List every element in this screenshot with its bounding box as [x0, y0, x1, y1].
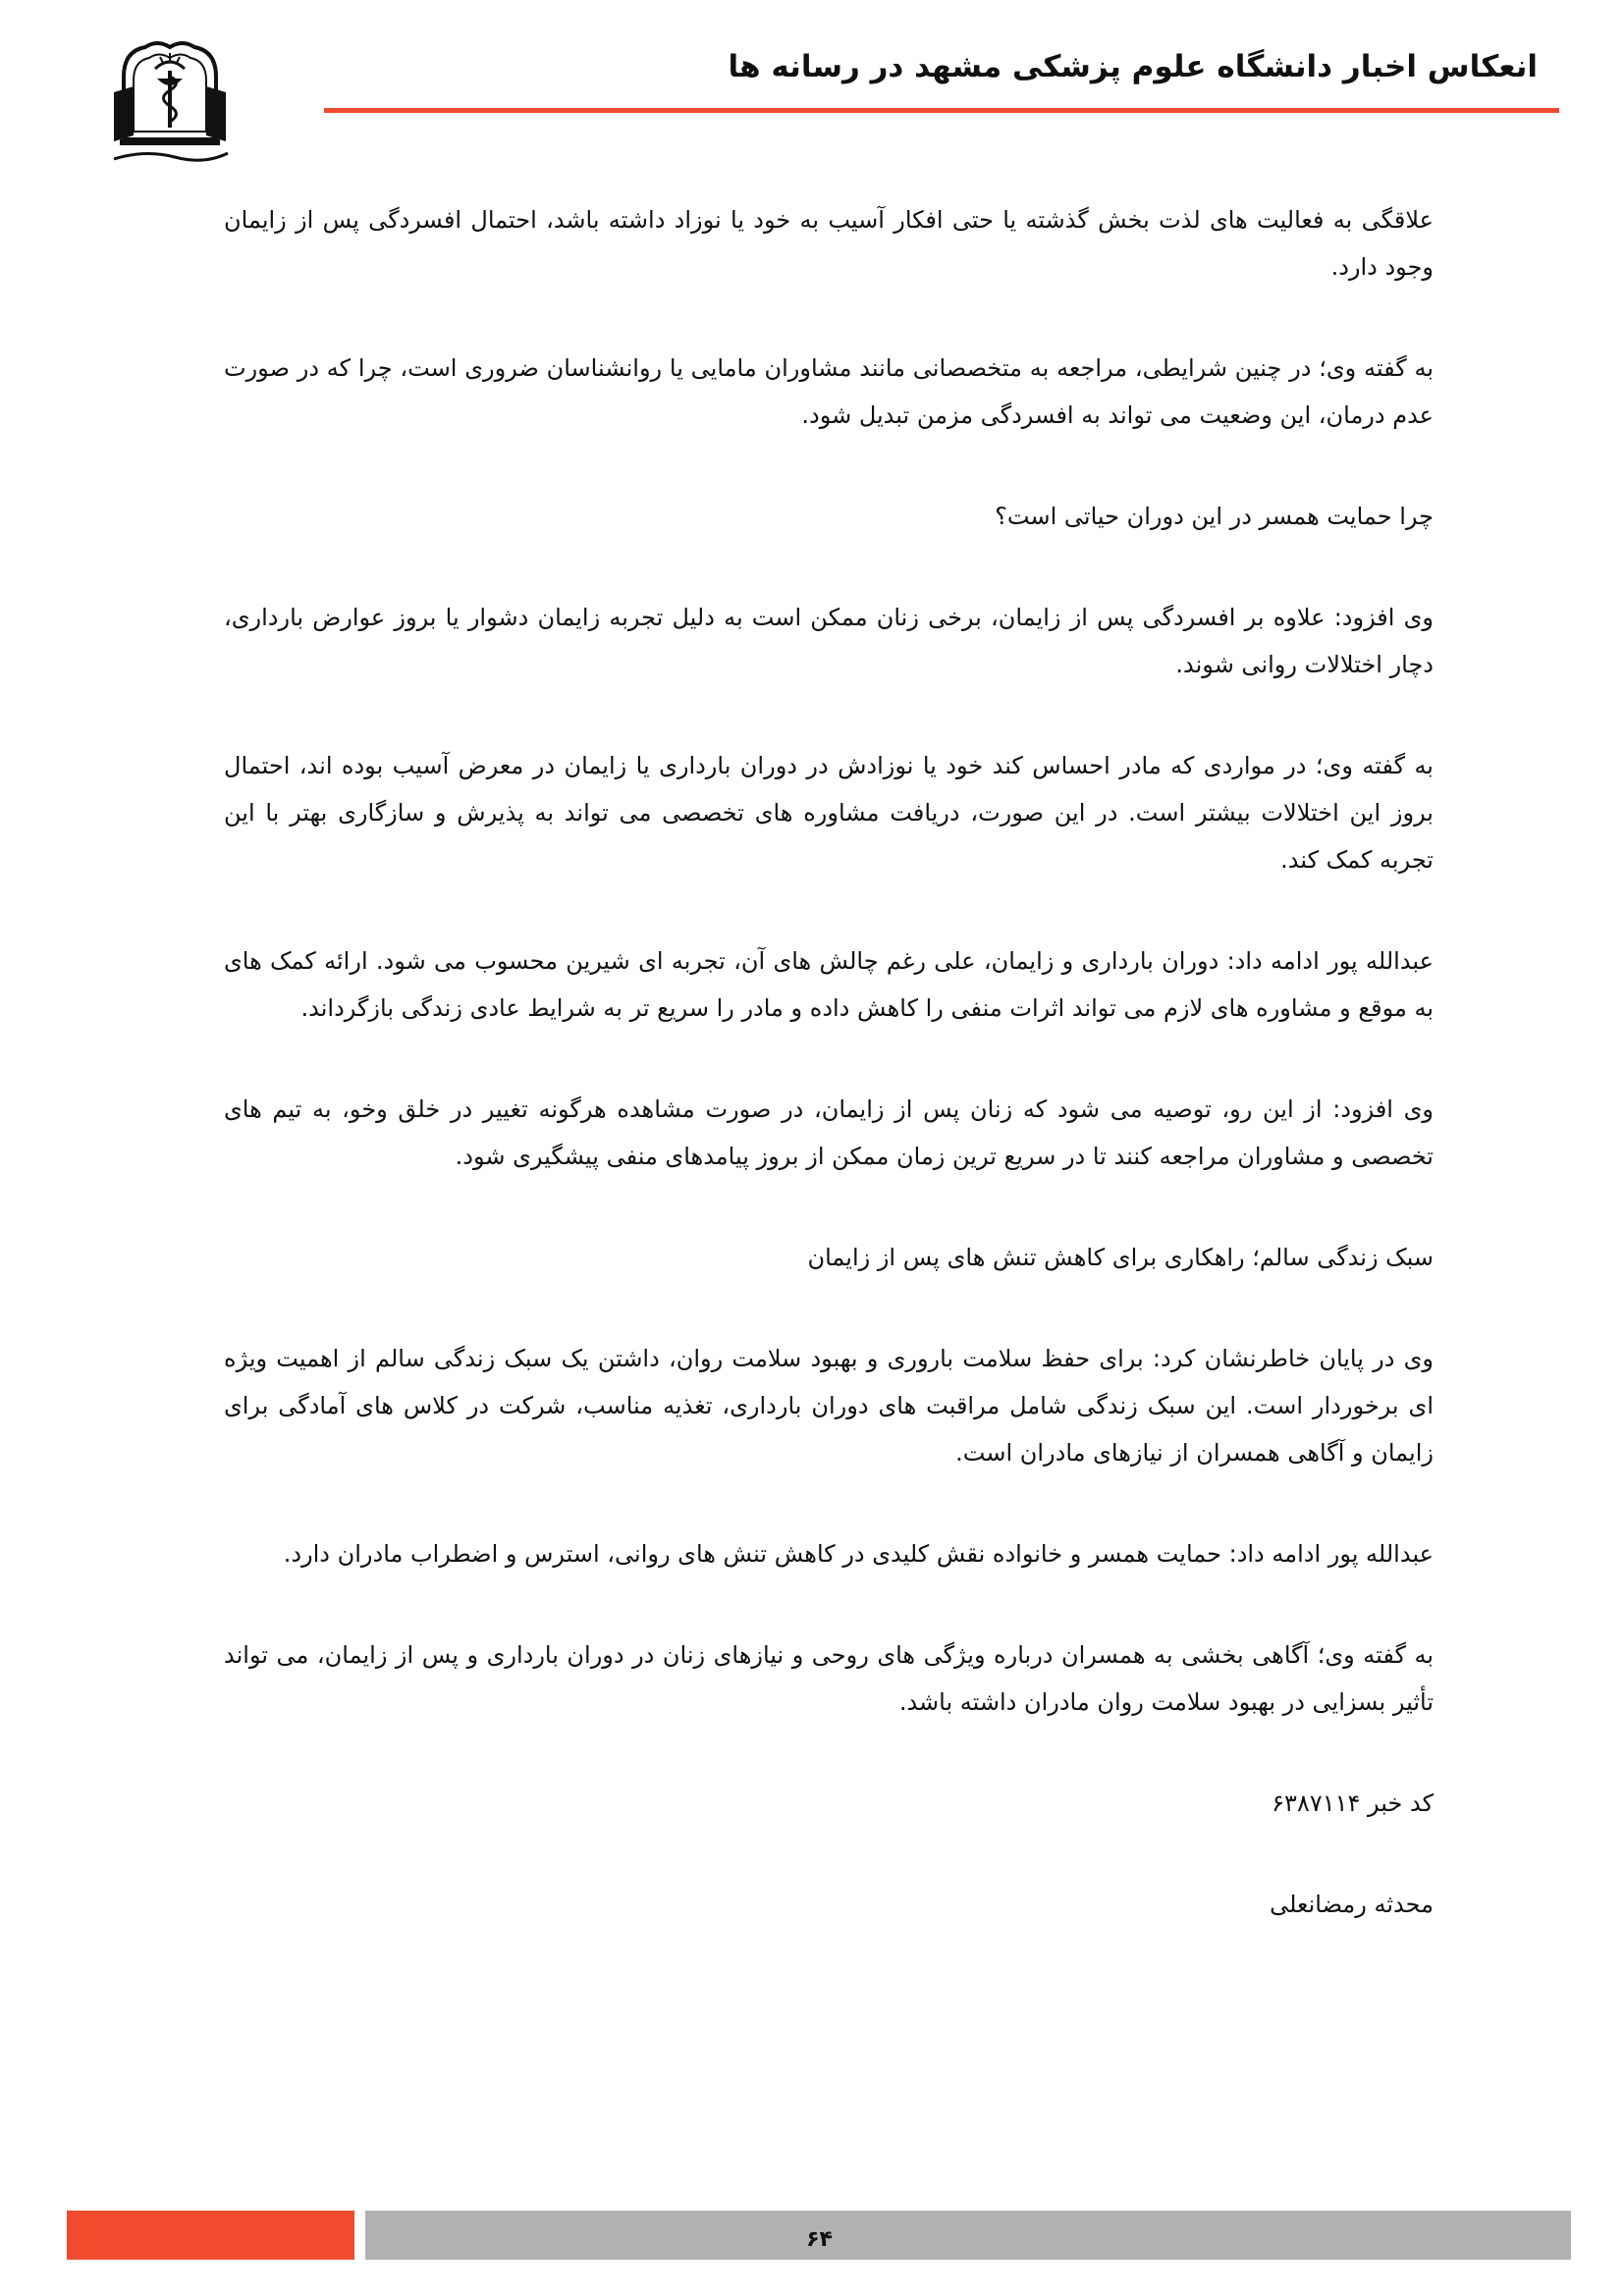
university-emblem-icon [106, 37, 234, 167]
author-name: محدثه رمضانعلی [1270, 1891, 1434, 1918]
section-heading: سبک زندگی سالم؛ راهکاری برای کاهش تنش های پس از زایمان [807, 1244, 1434, 1271]
article-paragraph: به گفته وی؛ آگاهی بخشی به همسران درباره ویژگی های روحی و نیازهای زنان در دوران بارداری و پس از زایمان، می تواند تأثیر بسزایی در بهبود سلامت روان مادران داشته باشد. [224, 1641, 1434, 1716]
article-paragraph: عبدالله پور ادامه داد: حمایت همسر و خانواده نقش کلیدی در کاهش تنش های روانی، استرس و اضطراب مادران دارد. [283, 1540, 1434, 1568]
news-code: کد خبر ۶۳۸۷۱۱۴ [1272, 1789, 1434, 1817]
section-heading: چرا حمایت همسر در این دوران حیاتی است؟ [995, 503, 1434, 530]
article-paragraph: به گفته وی؛ در چنین شرایطی، مراجعه به متخصصانی مانند مشاوران مامایی یا روانشناسان ضروری است، چرا که در صورت عدم درمان، این وضعیت می تواند به افسردگی مزمن تبدیل شود. [224, 354, 1434, 429]
header-divider [324, 108, 1559, 113]
page-number: ۶۴ [806, 2227, 833, 2252]
article-paragraph: وی افزود: علاوه بر افسردگی پس از زایمان، برخی زنان ممکن است به دلیل تجربه زایمان دشوار یا بروز عوارض بارداری، دچار اختلالات روانی شوند. [224, 604, 1434, 678]
page-title: انعکاس اخبار دانشگاه علوم پزشکی مشهد در رسانه ها [728, 49, 1538, 84]
article-paragraph: وی افزود: از این رو، توصیه می شود که زنان پس از زایمان، در صورت مشاهده هرگونه تغییر در خلق وخو، به تیم های تخصصی و مشاوران مراجعه کنند تا در سریع ترین زمان ممکن از بروز پیامدهای منفی پیشگیری شود. [224, 1095, 1434, 1170]
footer-accent-bar [67, 2211, 354, 2260]
article-paragraph: وی در پایان خاطرنشان کرد: برای حفظ سلامت باروری و بهبود سلامت روان، داشتن یک سبک زندگی سالم از اهمیت ویژه ای برخوردار است. این سبک زندگی شامل مراقبت های دوران بارداری، تغذیه مناسب، شرکت در کلاس های آمادگی برای زایمان و آگاهی همسران از نیازهای مادران است. [224, 1345, 1434, 1467]
article-paragraph: به گفته وی؛ در مواردی که مادر احساس کند خود یا نوزادش در دوران بارداری یا زایمان در معرض آسیب بوده اند، احتمال بروز این اختلالات بیشتر است. در این صورت، دریافت مشاوره های تخصصی می تواند به پذیرش و سازگاری بهتر با این تجربه کمک کند. [224, 752, 1434, 874]
article-body [224, 196, 1434, 1982]
article-paragraph: علاقگی به فعالیت های لذت بخش گذشته یا حتی افکار آسیب به خود یا نوزاد داشته باشد، احتمال افسردگی پس از زایمان وجود دارد. [224, 206, 1434, 281]
article-paragraph: عبدالله پور ادامه داد: دوران بارداری و زایمان، علی رغم چالش های آن، تجربه ای شیرین محسوب می شود. ارائه کمک های به موقع و مشاوره های لازم می تواند اثرات منفی را کاهش داده و مادر را سریع تر به شرایط عادی زندگی بازگرداند. [224, 947, 1434, 1022]
